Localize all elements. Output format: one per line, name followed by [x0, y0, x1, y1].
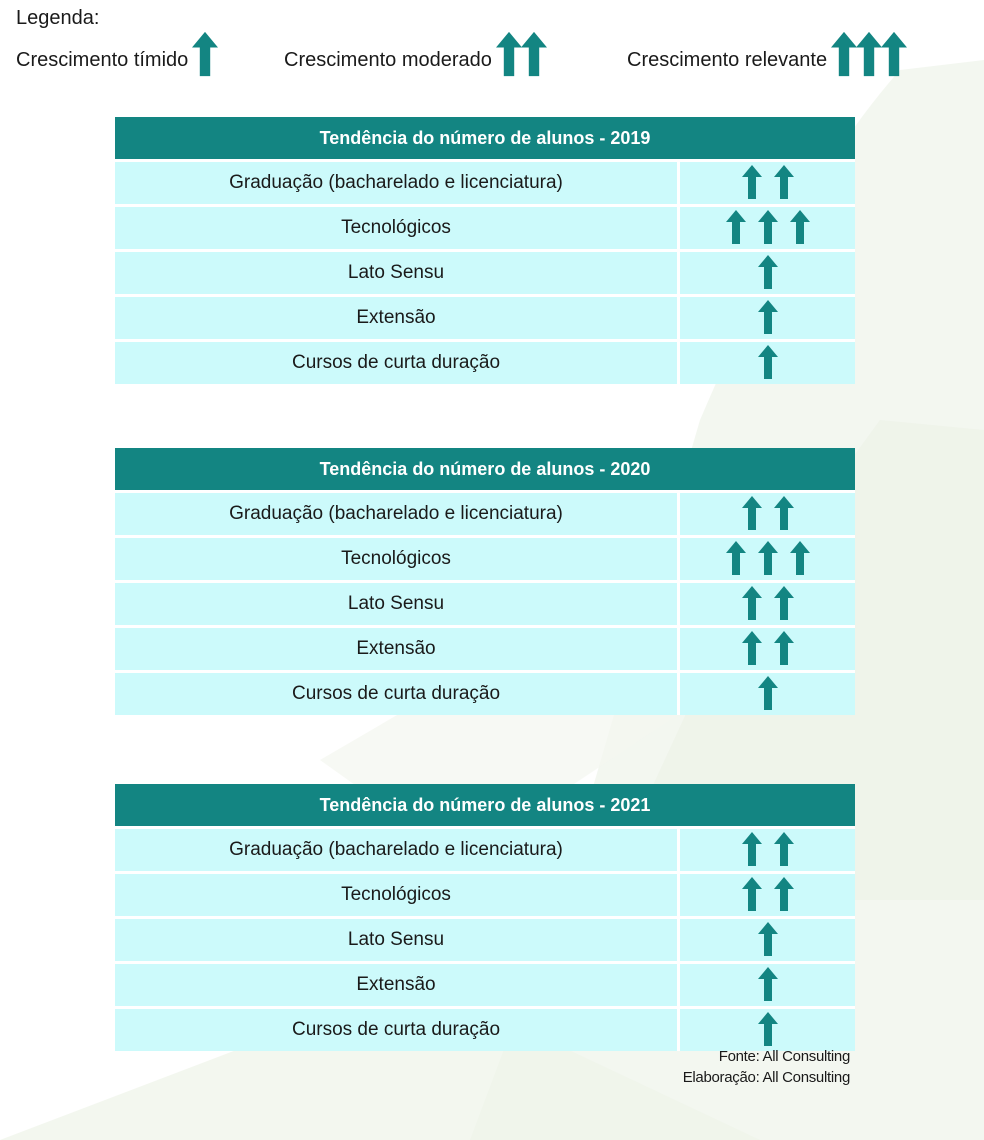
trend-table-2021	[115, 784, 855, 1051]
table-row	[115, 206, 855, 251]
arrow-group	[742, 874, 794, 914]
table-row	[115, 963, 855, 1008]
legend-arrows	[831, 29, 906, 79]
table-row	[115, 341, 855, 385]
row-label: Graduação (bacharelado e licenciatura)	[115, 828, 679, 873]
row-label: Cursos de curta duração	[115, 1008, 679, 1052]
up-arrow-icon	[774, 496, 794, 530]
arrow-group	[758, 919, 778, 959]
arrow-group	[758, 297, 778, 337]
legend-item-timido	[16, 28, 217, 80]
row-arrows	[679, 918, 856, 963]
up-arrow-icon	[790, 541, 810, 575]
table-row	[115, 828, 855, 873]
table-row	[115, 672, 855, 716]
up-arrow-icon	[758, 676, 778, 710]
arrow-group	[726, 538, 810, 578]
legend-arrows	[496, 29, 546, 79]
row-arrows	[679, 341, 856, 385]
up-arrow-icon	[521, 29, 547, 79]
row-arrows	[679, 161, 856, 206]
up-arrow-icon	[496, 29, 522, 79]
table-row	[115, 492, 855, 537]
arrow-group	[758, 673, 778, 713]
up-arrow-icon	[774, 586, 794, 620]
row-label: Lato Sensu	[115, 918, 679, 963]
row-arrows	[679, 963, 856, 1008]
up-arrow-icon	[726, 541, 746, 575]
legend	[16, 6, 828, 71]
up-arrow-icon	[726, 210, 746, 244]
row-label: Graduação (bacharelado e licenciatura)	[115, 492, 679, 537]
row-arrows	[679, 873, 856, 918]
arrow-group	[758, 342, 778, 382]
row-arrows	[679, 627, 856, 672]
row-arrows	[679, 296, 856, 341]
row-arrows	[679, 492, 856, 537]
table-title: Tendência do número de alunos - 2019	[115, 117, 855, 161]
up-arrow-icon	[742, 877, 762, 911]
arrow-group	[742, 583, 794, 623]
row-arrows	[679, 582, 856, 627]
table-row	[115, 582, 855, 627]
arrow-group	[758, 1009, 778, 1049]
up-arrow-icon	[758, 210, 778, 244]
legend-arrows	[192, 29, 217, 79]
up-arrow-icon	[774, 877, 794, 911]
table-row	[115, 873, 855, 918]
up-arrow-icon	[774, 832, 794, 866]
legend-item-moderado	[284, 28, 546, 80]
legend-row	[16, 28, 956, 80]
legend-label: Crescimento moderado	[284, 49, 492, 71]
row-arrows	[679, 672, 856, 716]
row-label: Cursos de curta duração	[115, 341, 679, 385]
up-arrow-icon	[758, 541, 778, 575]
trend-table-2020	[115, 448, 855, 715]
table-title: Tendência do número de alunos - 2020	[115, 448, 855, 492]
up-arrow-icon	[881, 29, 907, 79]
trend-table-2019	[115, 117, 855, 384]
row-arrows	[679, 828, 856, 873]
legend-item-relevante	[627, 28, 906, 80]
source-fonte: Fonte: All Consulting	[718, 1048, 850, 1065]
arrow-group	[742, 162, 794, 202]
up-arrow-icon	[774, 631, 794, 665]
row-label: Graduação (bacharelado e licenciatura)	[115, 161, 679, 206]
up-arrow-icon	[856, 29, 882, 79]
arrow-group	[742, 628, 794, 668]
row-arrows	[679, 251, 856, 296]
up-arrow-icon	[758, 1012, 778, 1046]
legend-label: Crescimento relevante	[627, 49, 828, 71]
row-arrows	[679, 537, 856, 582]
row-label: Tecnológicos	[115, 873, 679, 918]
legend-label: Crescimento tímido	[16, 49, 189, 71]
up-arrow-icon	[831, 29, 857, 79]
row-label: Tecnológicos	[115, 206, 679, 251]
row-label: Extensão	[115, 296, 679, 341]
table-row	[115, 537, 855, 582]
table-row	[115, 296, 855, 341]
up-arrow-icon	[742, 586, 762, 620]
row-arrows	[679, 1008, 856, 1052]
legend-title: Legenda:	[16, 7, 100, 29]
arrow-group	[742, 829, 794, 869]
row-label: Cursos de curta duração	[115, 672, 679, 716]
source-note	[683, 1046, 850, 1088]
row-label: Lato Sensu	[115, 251, 679, 296]
row-label: Extensão	[115, 963, 679, 1008]
up-arrow-icon	[742, 165, 762, 199]
table-row	[115, 918, 855, 963]
row-arrows	[679, 206, 856, 251]
up-arrow-icon	[758, 345, 778, 379]
table-title: Tendência do número de alunos - 2021	[115, 784, 855, 828]
up-arrow-icon	[742, 496, 762, 530]
arrow-group	[758, 964, 778, 1004]
up-arrow-icon	[758, 255, 778, 289]
up-arrow-icon	[758, 967, 778, 1001]
row-label: Extensão	[115, 627, 679, 672]
row-label: Lato Sensu	[115, 582, 679, 627]
up-arrow-icon	[758, 922, 778, 956]
up-arrow-icon	[742, 631, 762, 665]
arrow-group	[758, 252, 778, 292]
up-arrow-icon	[790, 210, 810, 244]
table-row	[115, 161, 855, 206]
up-arrow-icon	[774, 165, 794, 199]
table-row	[115, 1008, 855, 1052]
table-row	[115, 251, 855, 296]
table-row	[115, 627, 855, 672]
up-arrow-icon	[758, 300, 778, 334]
row-label: Tecnológicos	[115, 537, 679, 582]
up-arrow-icon	[192, 29, 218, 79]
source-elaboracao: Elaboração: All Consulting	[682, 1069, 850, 1086]
up-arrow-icon	[742, 832, 762, 866]
arrow-group	[742, 493, 794, 533]
arrow-group	[726, 207, 810, 247]
